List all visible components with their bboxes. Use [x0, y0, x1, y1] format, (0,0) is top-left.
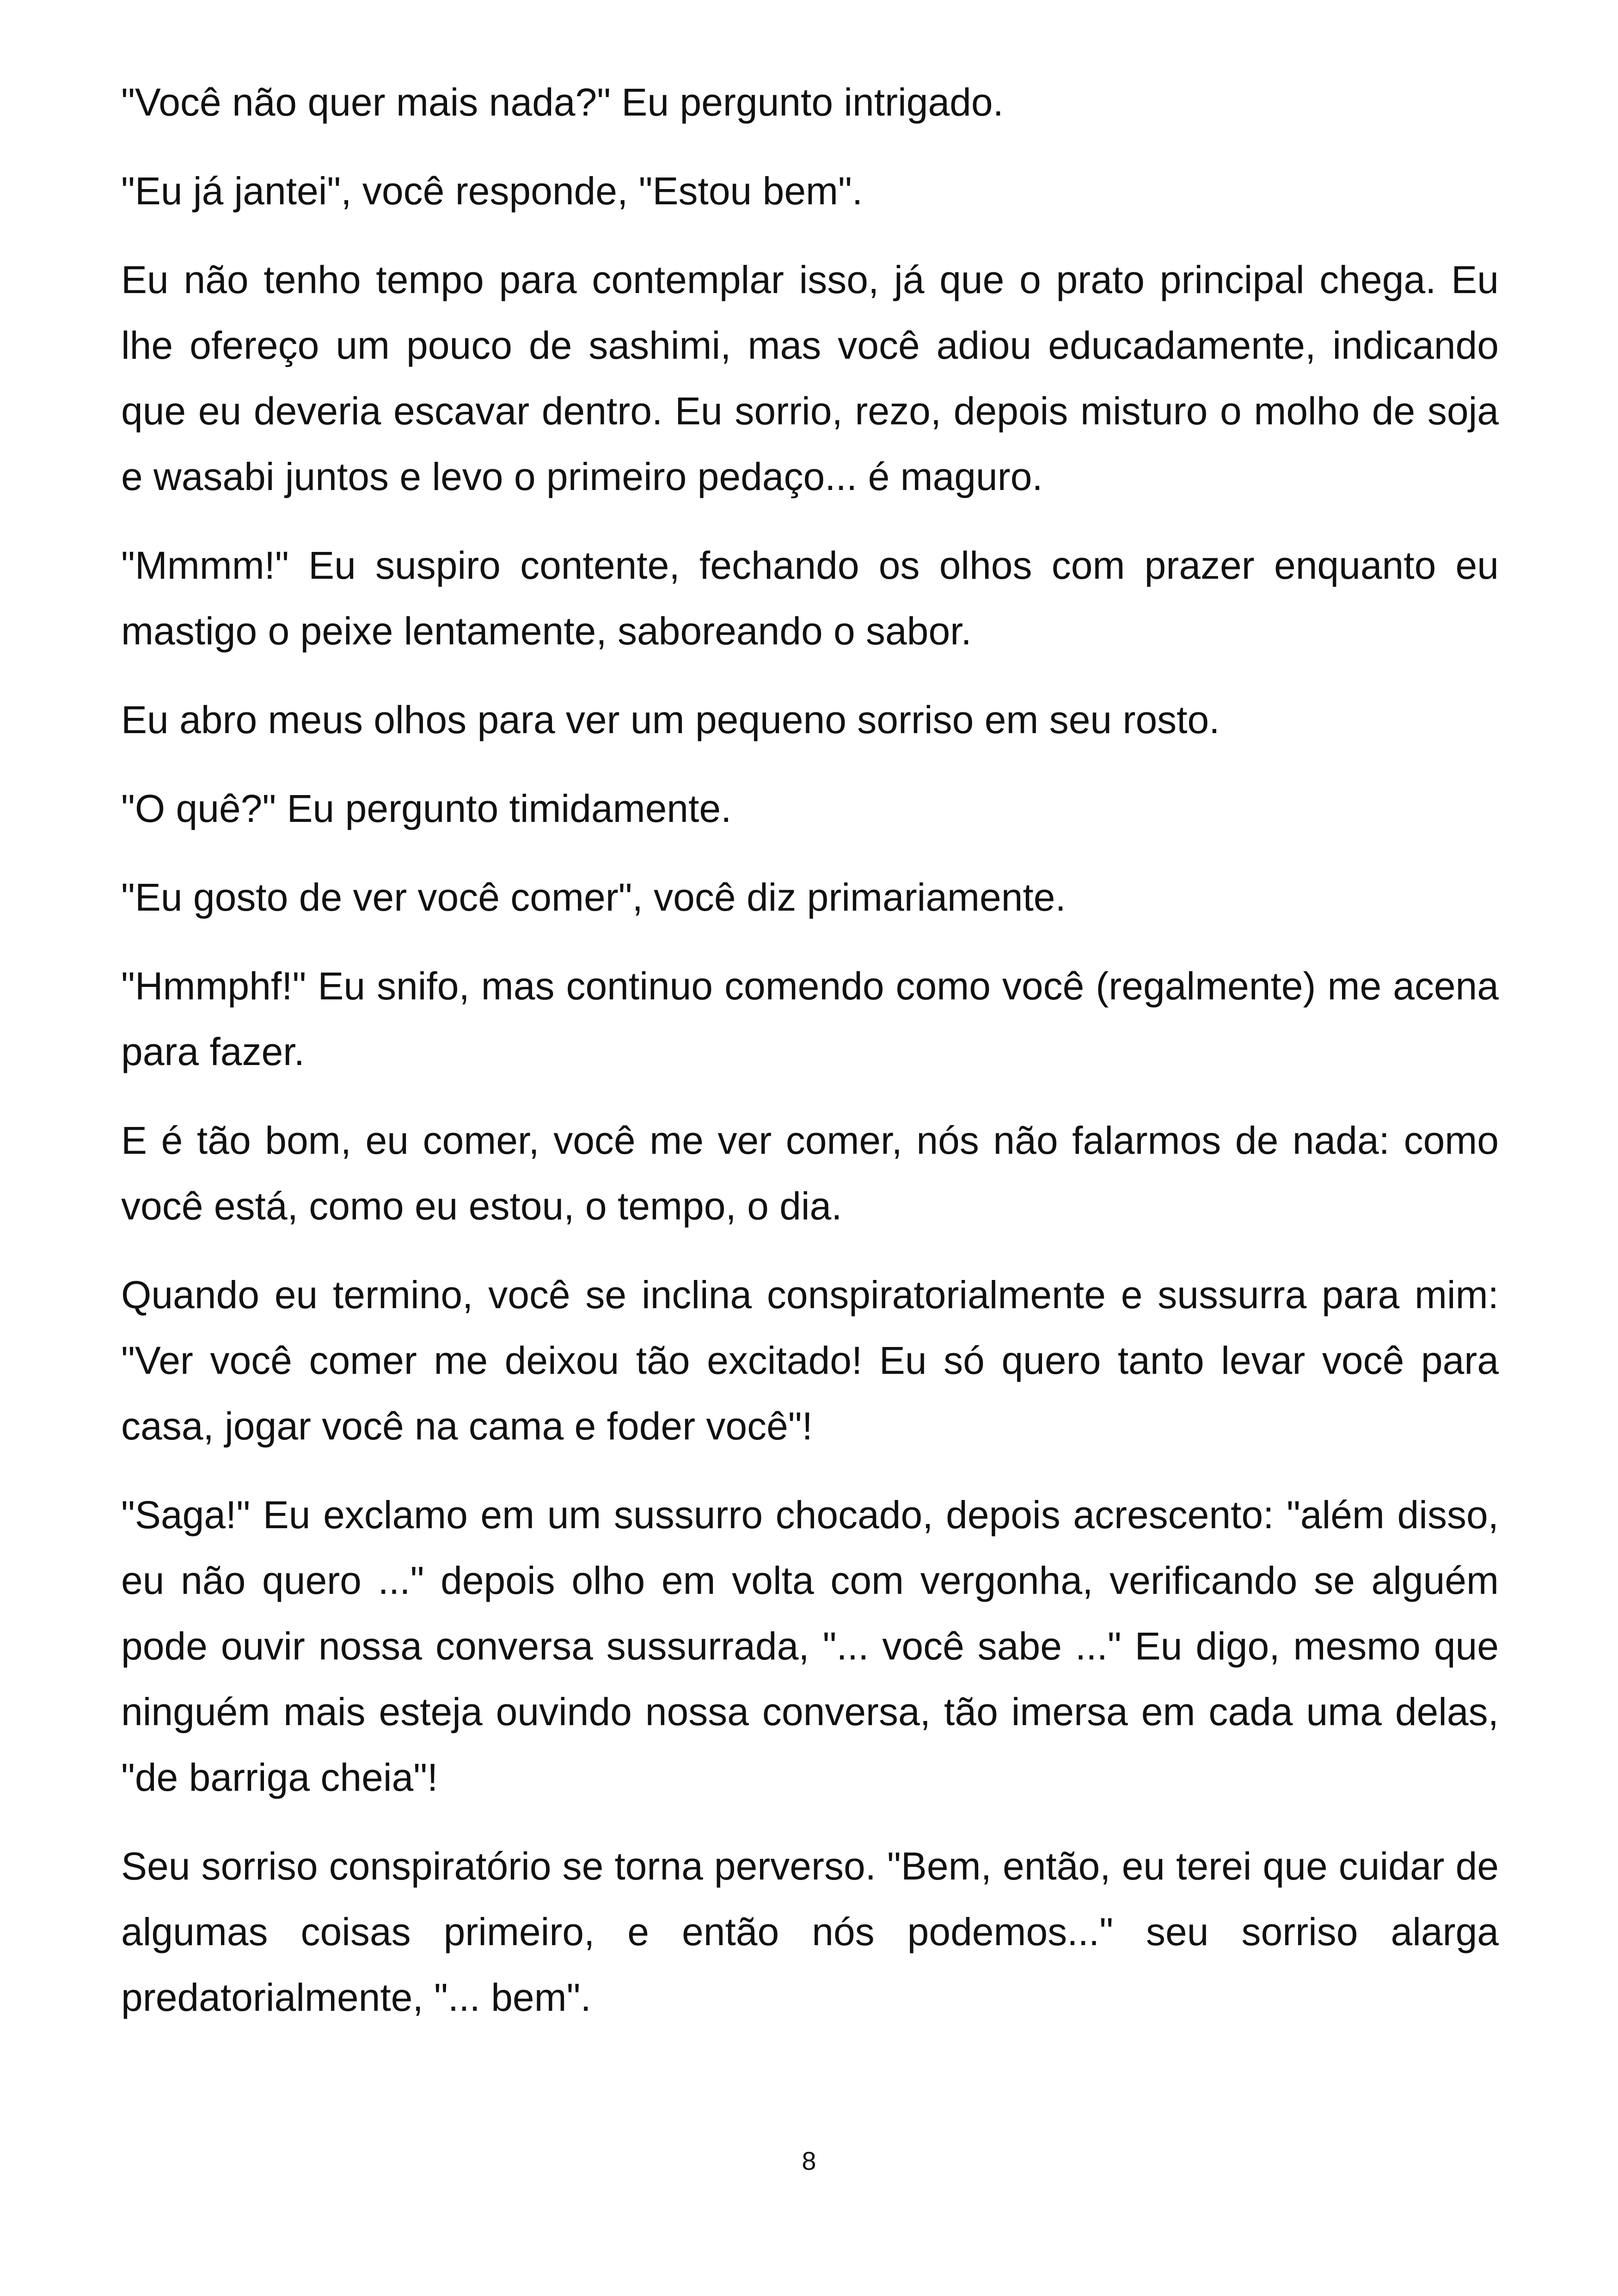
paragraph: E é tão bom, eu comer, você me ver comer, nós não falarmos de nada: como você está, como eu estou, o tempo, o dia. [121, 1119, 1499, 1228]
paragraph: "Saga!" Eu exclamo em um sussurro chocado, depois acrescento: "além disso, eu não quero ..." depois olho em volta com vergonha, verificando se alguém pode ouvir nossa conversa sussurrada, "... você sabe ..." Eu digo, mesmo que ninguém mais esteja ouvindo nossa conversa, tão imersa em cada uma delas, "de barriga cheia"! [121, 1493, 1499, 1799]
paragraph: "Mmmm!" Eu suspiro contente, fechando os olhos com prazer enquanto eu mastigo o peixe lentamente, saboreando o sabor. [121, 544, 1499, 653]
body-text [121, 69, 1499, 2053]
paragraph: "Eu já jantei", você responde, "Estou bem". [121, 169, 863, 213]
paragraph: "Você não quer mais nada?" Eu pergunto intrigado. [121, 80, 1004, 124]
page-number: 8 [802, 2146, 816, 2175]
paragraph: Eu não tenho tempo para contemplar isso, já que o prato principal chega. Eu lhe ofereço um pouco de sashimi, mas você adiou educadamente, indicando que eu deveria escavar dentro. Eu sorrio, rezo, depois misturo o molho de soja e wasabi juntos e levo o primeiro pedaço... é maguro. [121, 258, 1499, 498]
paragraph: "O quê?" Eu pergunto timidamente. [121, 787, 732, 830]
paragraph: Seu sorriso conspiratório se torna perverso. "Bem, então, eu terei que cuidar de algumas coisas primeiro, e então nós podemos..." seu sorriso alarga predatorialmente, "... bem". [121, 1844, 1499, 2019]
paragraph: Quando eu termino, você se inclina conspiratorialmente e sussurra para mim: "Ver você comer me deixou tão excitado! Eu só quero tanto levar você para casa, jogar você na cama e foder você"! [121, 1273, 1499, 1448]
paragraph: "Eu gosto de ver você comer", você diz primariamente. [121, 876, 1066, 919]
paragraph: Eu abro meus olhos para ver um pequeno sorriso em seu rosto. [121, 698, 1220, 741]
paragraph: "Hmmphf!" Eu snifo, mas continuo comendo como você (regalmente) me acena para fazer. [121, 964, 1499, 1073]
